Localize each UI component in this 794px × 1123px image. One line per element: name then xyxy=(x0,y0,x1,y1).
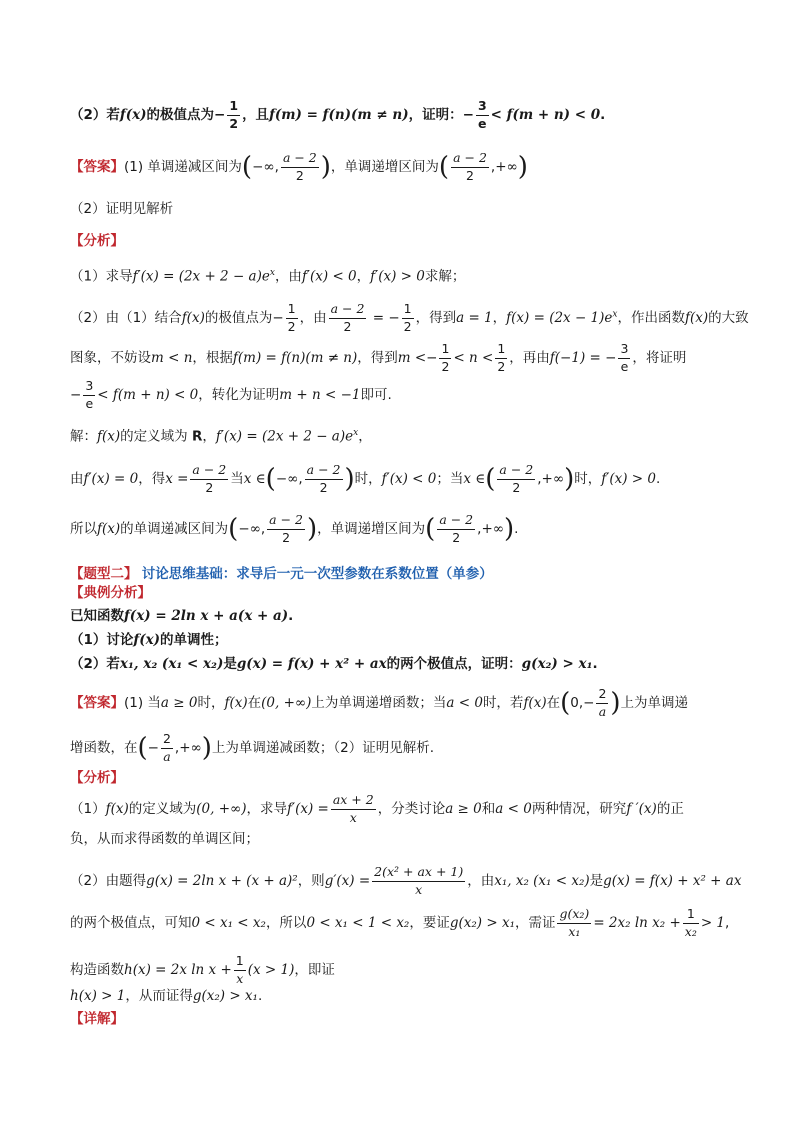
fraction xyxy=(557,908,591,938)
paren: ) xyxy=(564,464,575,494)
answer-line-1: 【答案】(1) 单调递减区间为(−∞, $\frac{a - 2}{2}$ )，单调递增区间为( $\frac{a - 2}{2}$ ,+∞) xyxy=(70,150,528,183)
analysis-4 xyxy=(70,380,734,410)
math: f(x) xyxy=(181,310,205,326)
den: x₂ xyxy=(684,923,697,939)
num: a − 2 xyxy=(282,150,317,165)
text: 是 xyxy=(589,873,604,889)
math: +∞ xyxy=(495,159,518,175)
text: 两种情况，研究 xyxy=(531,801,627,817)
num: 3 xyxy=(477,98,487,113)
math: x ∈ xyxy=(463,471,486,487)
paren: ( xyxy=(228,514,239,544)
text: 的大致 xyxy=(708,310,749,326)
math: x = xyxy=(165,471,189,487)
math: f(m) = f(n)(m ≠ n) xyxy=(269,107,409,123)
math: g(x) = 2ln x + (x + a)² xyxy=(146,873,298,889)
analysis2-1 xyxy=(70,794,734,824)
question-2 xyxy=(70,629,734,651)
math: +∞ xyxy=(481,521,504,537)
math: 0 < x₁ < x₂ xyxy=(191,915,266,931)
den: e xyxy=(476,115,489,131)
fraction xyxy=(437,514,475,544)
math: − xyxy=(147,740,159,756)
text: 的单调性； xyxy=(160,632,228,648)
num: 3 xyxy=(85,378,94,393)
den: 2 xyxy=(451,167,489,183)
text: 时， xyxy=(197,695,225,711)
answer2-line-2: 增函数，在(− $\frac{2}{a}$ ,+∞)上为单调递减函数；（2）证明见解析. xyxy=(70,731,435,764)
fraction xyxy=(161,733,173,763)
question-1 xyxy=(70,605,734,627)
answer-tag: 【答案】 xyxy=(70,695,124,711)
text: ，从而证得 xyxy=(125,988,193,1004)
text: 上为单调递减函数；（2）证明见解析. xyxy=(211,740,435,756)
math: < f(m + n) < 0 xyxy=(97,387,199,403)
math: m < n xyxy=(151,350,193,366)
num: 2(x² + ax + 1) xyxy=(374,864,464,879)
num: 3 xyxy=(620,341,629,356)
text: . xyxy=(257,988,263,1004)
fraction xyxy=(495,343,507,373)
text: (1) 当 xyxy=(124,695,161,711)
math: (0, +∞) xyxy=(196,801,247,817)
math: − xyxy=(70,387,82,403)
text: 构造函数 xyxy=(70,962,124,978)
text: ， xyxy=(356,268,371,285)
text: 增函数，在 xyxy=(70,740,138,756)
text: ，证明： xyxy=(408,107,463,123)
den: e xyxy=(83,395,95,411)
fraction xyxy=(596,688,608,718)
analysis-tag: 【分析】 xyxy=(70,233,124,249)
num: 1 xyxy=(287,301,296,316)
num: 1 xyxy=(441,341,450,356)
text: ，单调递增区间为 xyxy=(330,159,439,175)
math: a ≥ 0 xyxy=(160,695,198,711)
math: − xyxy=(214,107,226,123)
analysis2-3 xyxy=(70,864,742,897)
text: （2）若 xyxy=(70,107,120,123)
text: 的定义域为 xyxy=(128,801,197,817)
den: 2 xyxy=(190,479,228,495)
text: ，分类讨论 xyxy=(377,801,446,817)
text: . xyxy=(514,521,519,537)
paren: ) xyxy=(320,152,331,182)
sup: x xyxy=(269,268,275,278)
paren: ( xyxy=(560,688,571,718)
math: f′(x) = 0 xyxy=(83,471,139,487)
math: f(x) xyxy=(97,428,121,445)
num: a − 2 xyxy=(192,462,227,477)
math: − xyxy=(388,310,400,326)
text: 所以 xyxy=(70,521,97,537)
fraction xyxy=(451,152,489,182)
num: 1 xyxy=(497,341,506,356)
analysis-tag-2: 【分析】 xyxy=(70,770,124,786)
text: ，作出函数 xyxy=(617,310,685,326)
text: 在 xyxy=(546,695,561,711)
paren: ) xyxy=(201,733,212,763)
analysis2-2: 负，从而求得函数的单调区间； xyxy=(70,831,259,847)
answer2-line-1: 【答案】(1) 当a ≥ 0时，f(x)在(0, +∞)上为单调递增函数；当a < 0时，若f(x)在(0,− $\frac{2}{a}$ )上为单调递 xyxy=(70,686,689,719)
num: a − 2 xyxy=(269,512,303,527)
math: m + n < −1 xyxy=(279,387,361,403)
math: g(x) = f(x) + x² + ax xyxy=(603,873,742,889)
fraction xyxy=(497,464,535,494)
num: 1 xyxy=(403,301,412,316)
math: a < 0 xyxy=(446,695,483,711)
den: 2 xyxy=(287,318,296,334)
math: f(x) xyxy=(684,310,709,326)
text: (1) 单调递减区间为 xyxy=(124,159,242,175)
fraction xyxy=(439,343,451,373)
fraction xyxy=(227,100,240,130)
text: ，要证 xyxy=(409,915,450,931)
math: f(x) xyxy=(105,801,129,817)
fraction xyxy=(402,303,414,333)
fraction xyxy=(83,380,95,410)
text: 求解； xyxy=(424,268,466,285)
fraction xyxy=(267,514,305,544)
text: ，求导 xyxy=(246,801,288,817)
math: f(x) xyxy=(119,107,147,123)
math: f ′(x) xyxy=(626,801,657,817)
math: < n < xyxy=(453,350,494,366)
math: h(x) > 1 xyxy=(70,988,126,1004)
den: 2 xyxy=(403,318,412,334)
analysis-2: （2）由（1）结合f(x)的极值点为− $\frac{1}{2}$ ，由 $\frac{a - 2}{2}$ = − $\frac{1}{2}$ ，得到a = 1，$f(x) = (2x - 1)e^x$，作出函数f(x)的大致 xyxy=(70,301,749,334)
math: x₁, x₂ (x₁ < x₂) xyxy=(119,656,224,672)
text: 上为单调递增函数；当 xyxy=(311,695,447,711)
den: 2 xyxy=(281,167,319,183)
paren: ) xyxy=(504,514,515,544)
math: − xyxy=(272,310,284,326)
math: f(x) xyxy=(97,521,121,537)
text: ， xyxy=(202,428,216,445)
text: 图象，不妨设 xyxy=(70,350,151,366)
fraction xyxy=(329,303,367,333)
answer-line-2: （2）证明见解析 xyxy=(70,201,174,217)
text: 的极值点为 xyxy=(204,310,273,326)
math: a < 0 xyxy=(495,801,532,817)
math: g(x) = f(x) + x² + ax xyxy=(236,656,387,672)
sup: x xyxy=(612,309,618,320)
math: g′(x) = xyxy=(324,873,371,889)
analysis-1 xyxy=(70,262,734,288)
math: f(x) xyxy=(523,695,547,711)
den: e xyxy=(618,358,630,374)
num: 2 xyxy=(598,686,607,701)
num: a − 2 xyxy=(439,512,474,527)
den: x₁ xyxy=(557,923,591,939)
answer-tag: 【答案】 xyxy=(70,159,124,175)
text: ，且 xyxy=(242,107,270,123)
text: 即可. xyxy=(360,387,392,403)
fraction xyxy=(618,343,630,373)
math: a = 1 xyxy=(456,310,493,326)
paren: ) xyxy=(610,688,621,718)
math: − xyxy=(583,695,595,711)
num: a − 2 xyxy=(499,462,534,477)
text: （1）讨论 xyxy=(70,632,134,648)
text: ，得到 xyxy=(357,350,398,366)
text: ，根据 xyxy=(192,350,233,366)
math: f(−1) = xyxy=(549,350,601,366)
text: 已知函数 xyxy=(70,608,124,624)
math: = 2x₂ ln x₂ + xyxy=(593,915,681,931)
text: 时， xyxy=(574,471,602,487)
den: 2 xyxy=(497,479,535,495)
text: ， xyxy=(492,310,507,326)
text: ，得 xyxy=(138,471,166,487)
text: （2）若 xyxy=(70,656,120,672)
part2-statement xyxy=(70,100,734,130)
paren: ( xyxy=(137,733,148,763)
num: a − 2 xyxy=(330,301,365,316)
den: a xyxy=(596,703,608,719)
text: 时，若 xyxy=(482,695,524,711)
sup: x xyxy=(353,428,359,438)
text: . xyxy=(592,656,598,672)
paren: ( xyxy=(241,152,253,182)
text: 解： xyxy=(70,428,97,445)
math: x ∈ xyxy=(243,471,266,487)
math: f(x) xyxy=(224,695,248,711)
num: 1 xyxy=(686,906,695,921)
num: 1 xyxy=(235,953,244,968)
math: f′(x) > 0 xyxy=(601,471,656,487)
math: a ≥ 0 xyxy=(445,801,482,817)
math: f′(x) = (2x + 2 − a)e xyxy=(132,268,270,285)
question-3 xyxy=(70,653,734,675)
text: 和 xyxy=(481,801,496,817)
math: h(x) = 2x ln x + xyxy=(124,962,232,978)
text: 的正 xyxy=(656,801,684,817)
num: g(x₂) xyxy=(559,906,590,921)
text: R xyxy=(191,428,203,445)
analysis2-5 xyxy=(70,955,734,985)
math: f(x) xyxy=(133,632,161,648)
paren: ( xyxy=(425,514,436,544)
text: 在 xyxy=(247,695,262,711)
paren: ) xyxy=(307,514,318,544)
analysis2-6 xyxy=(70,985,734,1007)
math: f(m) = f(n)(m ≠ n) xyxy=(232,350,358,366)
fraction xyxy=(281,152,319,182)
num: a − 2 xyxy=(453,150,487,165)
text: ，再由 xyxy=(509,350,550,366)
text: 时， xyxy=(354,471,382,487)
detail-tag: 【详解】 xyxy=(70,1011,124,1027)
text: ，所以 xyxy=(265,915,307,931)
math: g(x₂) > x₁ xyxy=(192,988,258,1004)
text: ，由 xyxy=(467,873,495,889)
text: 的极值点为 xyxy=(146,107,215,123)
text: ，得到 xyxy=(415,310,457,326)
text: 的两个极值点，证明： xyxy=(386,656,522,672)
den: 2 xyxy=(437,529,475,545)
paren: ( xyxy=(485,464,496,494)
fraction xyxy=(234,955,246,985)
math: −∞ xyxy=(252,159,275,175)
math: m < xyxy=(397,350,427,366)
den: 2 xyxy=(497,358,506,374)
math: (x > 1) xyxy=(247,962,295,978)
math: f′(x) < 0 xyxy=(301,268,357,285)
math: f(x) = 2ln x + a(x + a) xyxy=(124,608,289,624)
text: ，需证 xyxy=(514,915,556,931)
math: f′(x) > 0 xyxy=(370,268,425,285)
paren: ) xyxy=(344,464,355,494)
fraction xyxy=(476,100,489,130)
fraction xyxy=(683,908,699,938)
text: 的两个极值点，可知 xyxy=(70,915,192,931)
math: f(x) = (2x − 1)e xyxy=(506,310,613,326)
den: x xyxy=(331,809,376,825)
typical-tag: 【典例分析】 xyxy=(70,585,151,601)
text: ，则 xyxy=(297,873,325,889)
math: < f(m + n) < 0 xyxy=(490,107,601,123)
text: 是 xyxy=(223,656,237,672)
analysis2-4: 的两个极值点，可知0 < x₁ < x₂，所以0 < x₁ < 1 < x₂，要证g(x₂) > x₁，需证 $\frac{\text{g(x₂)}}{\text{x₁}}$ = 2x₂ ln x₂ + $\frac{1}{\text{x₂}}$ > 1, xyxy=(70,906,730,939)
text: . xyxy=(288,608,294,624)
num: a − 2 xyxy=(306,462,341,477)
text: 上为单调递 xyxy=(620,695,689,711)
math: f′(x) < 0 xyxy=(381,471,437,487)
math: (0, +∞) xyxy=(261,695,312,711)
math: +∞ xyxy=(541,471,565,487)
math: > 1 xyxy=(700,915,726,931)
text: ，由 xyxy=(299,310,327,326)
num: 1 xyxy=(229,98,239,113)
math: − xyxy=(462,107,474,123)
text: （1）求导 xyxy=(70,268,133,285)
text: （2）由题得 xyxy=(70,873,147,889)
solution-2: 由f′(x) = 0，得x = $\frac{a - 2}{2}$ 当x ∈(−∞, $\frac{a - 2}{2}$ )时，f′(x) < 0；当x ∈( $\frac{a - 2}{2}$ ,+∞)时，f′(x) > 0. xyxy=(70,462,661,495)
math: − xyxy=(605,350,617,366)
paren: ) xyxy=(517,152,528,182)
text: 当 xyxy=(230,471,244,487)
den: 2 xyxy=(305,479,343,495)
math: −∞ xyxy=(275,471,299,487)
den: 2 xyxy=(329,318,367,334)
den: 2 xyxy=(441,358,450,374)
math: 0 < x₁ < 1 < x₂ xyxy=(306,915,410,931)
fraction xyxy=(372,866,465,896)
den: a xyxy=(161,748,173,764)
math: f′(x) = xyxy=(287,801,329,817)
text: ；当 xyxy=(436,471,464,487)
den: 2 xyxy=(229,115,239,131)
solution-3: 所以f(x)的单调递减区间为(−∞, $\frac{a - 2}{2}$ )，单调递增区间为( $\frac{a - 2}{2}$ ,+∞). xyxy=(70,512,519,545)
text: ，将证明 xyxy=(632,350,687,366)
analysis-3 xyxy=(70,343,734,373)
fraction xyxy=(331,794,376,824)
type-title: 讨论思维基础：求导后一元一次型参数在系数位置（单参） xyxy=(141,566,493,582)
solution-1: 解：f(x)的定义域为 R，$f'(x) = (2x + 2 - a)e^x$， xyxy=(70,428,372,445)
den: x xyxy=(372,881,465,897)
fraction xyxy=(305,464,343,494)
type-tag: 【题型二】 xyxy=(70,566,138,582)
num: 2 xyxy=(162,731,171,746)
fraction xyxy=(286,303,298,333)
math: f′(x) = (2x + 2 − a)e xyxy=(215,428,354,445)
den: 2 xyxy=(267,529,305,545)
text: ，即证 xyxy=(294,962,335,978)
math: g(x₂) > x₁ xyxy=(449,915,515,931)
text: ，转化为证明 xyxy=(198,387,280,403)
text: 由 xyxy=(70,471,84,487)
den: x xyxy=(234,970,246,986)
text: . xyxy=(600,107,606,123)
text: 的单调递减区间为 xyxy=(120,521,229,537)
math: −∞ xyxy=(238,521,261,537)
text: （1） xyxy=(70,801,106,817)
math: x₁, x₂ (x₁ < x₂) xyxy=(494,873,590,889)
num: ax + 2 xyxy=(332,792,374,807)
math: g(x₂) > x₁ xyxy=(521,656,593,672)
paren: ( xyxy=(438,152,450,182)
math: +∞ xyxy=(179,740,202,756)
text: 的定义域为 xyxy=(120,428,188,445)
text: ，单调递增区间为 xyxy=(317,521,426,537)
fraction xyxy=(190,464,228,494)
text: （2）由（1）结合 xyxy=(70,310,182,326)
paren: ( xyxy=(265,464,276,494)
text: ，由 xyxy=(274,268,302,285)
math: − xyxy=(426,350,438,366)
